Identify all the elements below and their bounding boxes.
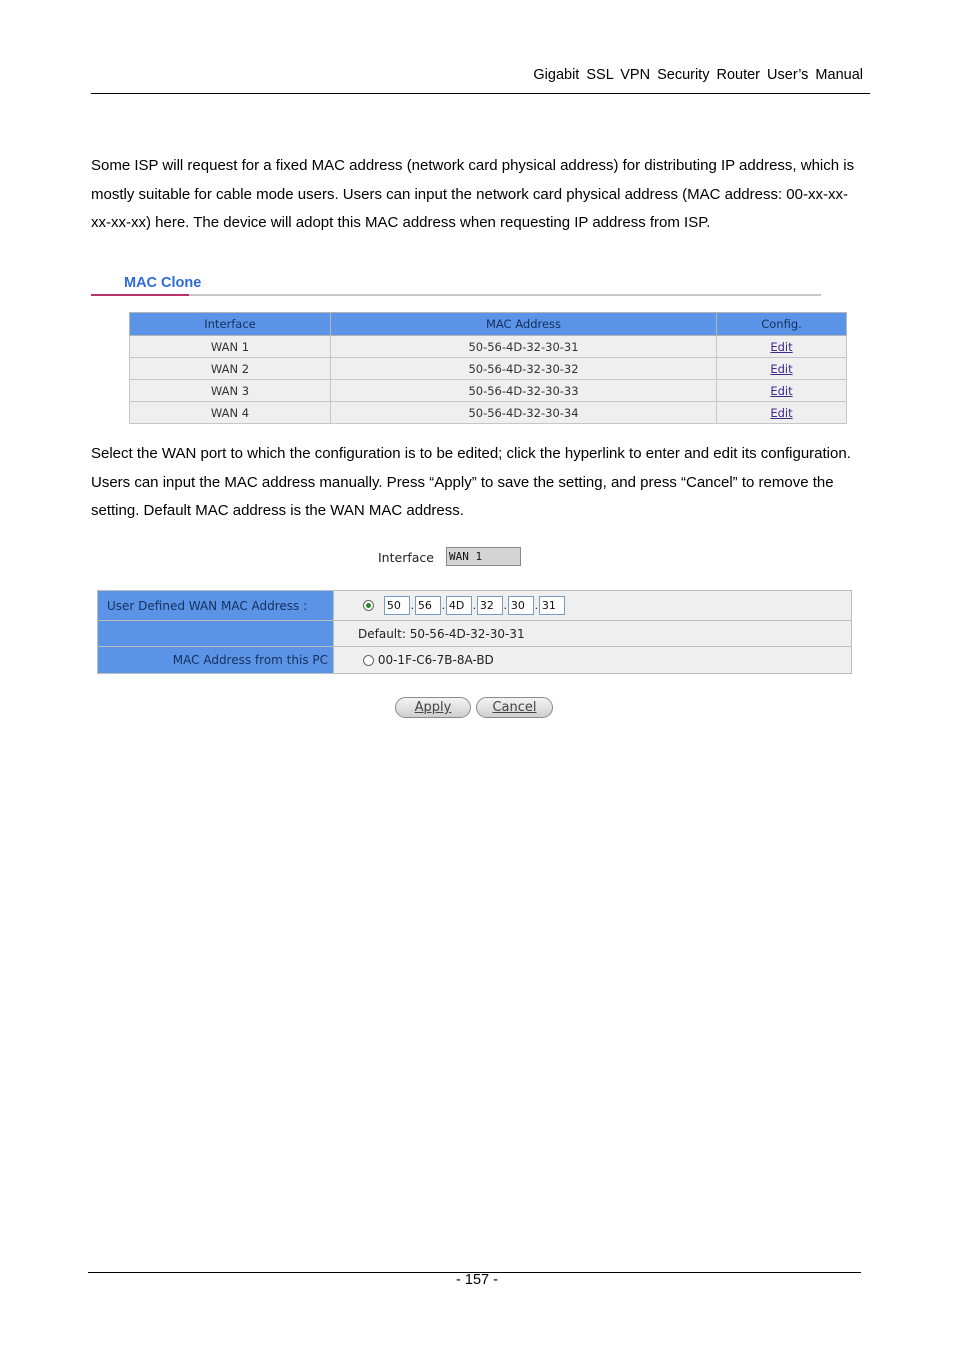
pc-mac-radio[interactable] xyxy=(363,655,374,666)
cell-config xyxy=(717,380,847,402)
pc-mac-label: MAC Address from this PC xyxy=(98,647,334,674)
edit-link-wan3[interactable]: Edit xyxy=(770,383,793,398)
user-defined-value: 50 . 56 . 4D . 32 . 30 . 31 xyxy=(334,591,852,621)
table-header-row xyxy=(130,313,847,336)
user-defined-label: User Defined WAN MAC Address : xyxy=(98,591,334,621)
mac-config-form xyxy=(97,590,852,674)
form-row-default xyxy=(98,621,852,647)
mac-octet-1-input[interactable]: 50 xyxy=(384,596,410,615)
header-rule xyxy=(91,93,870,94)
cell-interface: WAN 4 xyxy=(130,402,331,424)
mac-clone-rule-accent xyxy=(91,294,189,296)
table-row xyxy=(130,358,847,380)
cancel-button[interactable]: Cancel xyxy=(476,697,553,718)
apply-button[interactable]: Apply xyxy=(395,697,471,718)
intro-paragraph: Some ISP will request for a fixed MAC address (network card physical address) for distributing IP address, which is mostly suitable for cable mode users. Users can input the network card physical address (MAC address: 00-xx-xx-xx-xx-xx) here. The device will adopt this MAC address when requesting IP address from ISP. xyxy=(91,157,855,232)
pc-mac-text: 00-1F-C6-7B-8A-BD xyxy=(377,653,494,667)
edit-link-wan1[interactable]: Edit xyxy=(770,339,793,354)
column-header-config: Config. xyxy=(717,313,847,336)
edit-link-wan2[interactable]: Edit xyxy=(770,361,793,376)
user-defined-radio[interactable] xyxy=(363,600,374,611)
cell-mac-address: 50-56-4D-32-30-31 xyxy=(331,336,717,358)
table-row xyxy=(130,336,847,358)
default-mac-text: Default: 50-56-4D-32-30-31 xyxy=(334,621,852,647)
cell-mac-address: 50-56-4D-32-30-34 xyxy=(331,402,717,424)
mac-clone-table xyxy=(129,312,847,424)
cell-interface: WAN 2 xyxy=(130,358,331,380)
cell-interface: WAN 3 xyxy=(130,380,331,402)
table-row xyxy=(130,402,847,424)
cell-interface: WAN 1 xyxy=(130,336,331,358)
page-number: - 157 - xyxy=(456,1272,498,1288)
interface-field: WAN 1 xyxy=(446,547,521,566)
header-title: Gigabit SSL VPN Security Router User’s Manual xyxy=(533,67,863,83)
column-header-interface: Interface xyxy=(130,313,331,336)
cell-config xyxy=(717,336,847,358)
mac-clone-title: MAC Clone xyxy=(124,275,202,291)
form-row-user-defined xyxy=(98,591,852,621)
column-header-mac-address: MAC Address xyxy=(331,313,717,336)
mac-octet-4-input[interactable]: 32 xyxy=(477,596,503,615)
cell-config xyxy=(717,402,847,424)
mac-octet-6-input[interactable]: 31 xyxy=(539,596,565,615)
mac-octet-5-input[interactable]: 30 xyxy=(508,596,534,615)
pc-mac-value xyxy=(334,647,852,674)
default-label-cell xyxy=(98,621,334,647)
form-row-pc-mac xyxy=(98,647,852,674)
table-row xyxy=(130,380,847,402)
cell-config xyxy=(717,358,847,380)
mac-clone-rule xyxy=(91,294,821,296)
interface-label: Interface xyxy=(378,550,434,565)
instructions-paragraph: Select the WAN port to which the configuration is to be edited; click the hyperlink to enter and edit its configuration. Users can input the MAC address manually. Press “Apply” to save the setting, and press “Cancel” to remove the setting. Default MAC address is the WAN MAC address. xyxy=(91,445,851,520)
mac-octet-2-input[interactable]: 56 xyxy=(415,596,441,615)
cell-mac-address: 50-56-4D-32-30-32 xyxy=(331,358,717,380)
mac-octet-3-input[interactable]: 4D xyxy=(446,596,472,615)
edit-link-wan4[interactable]: Edit xyxy=(770,405,793,420)
cell-mac-address: 50-56-4D-32-30-33 xyxy=(331,380,717,402)
